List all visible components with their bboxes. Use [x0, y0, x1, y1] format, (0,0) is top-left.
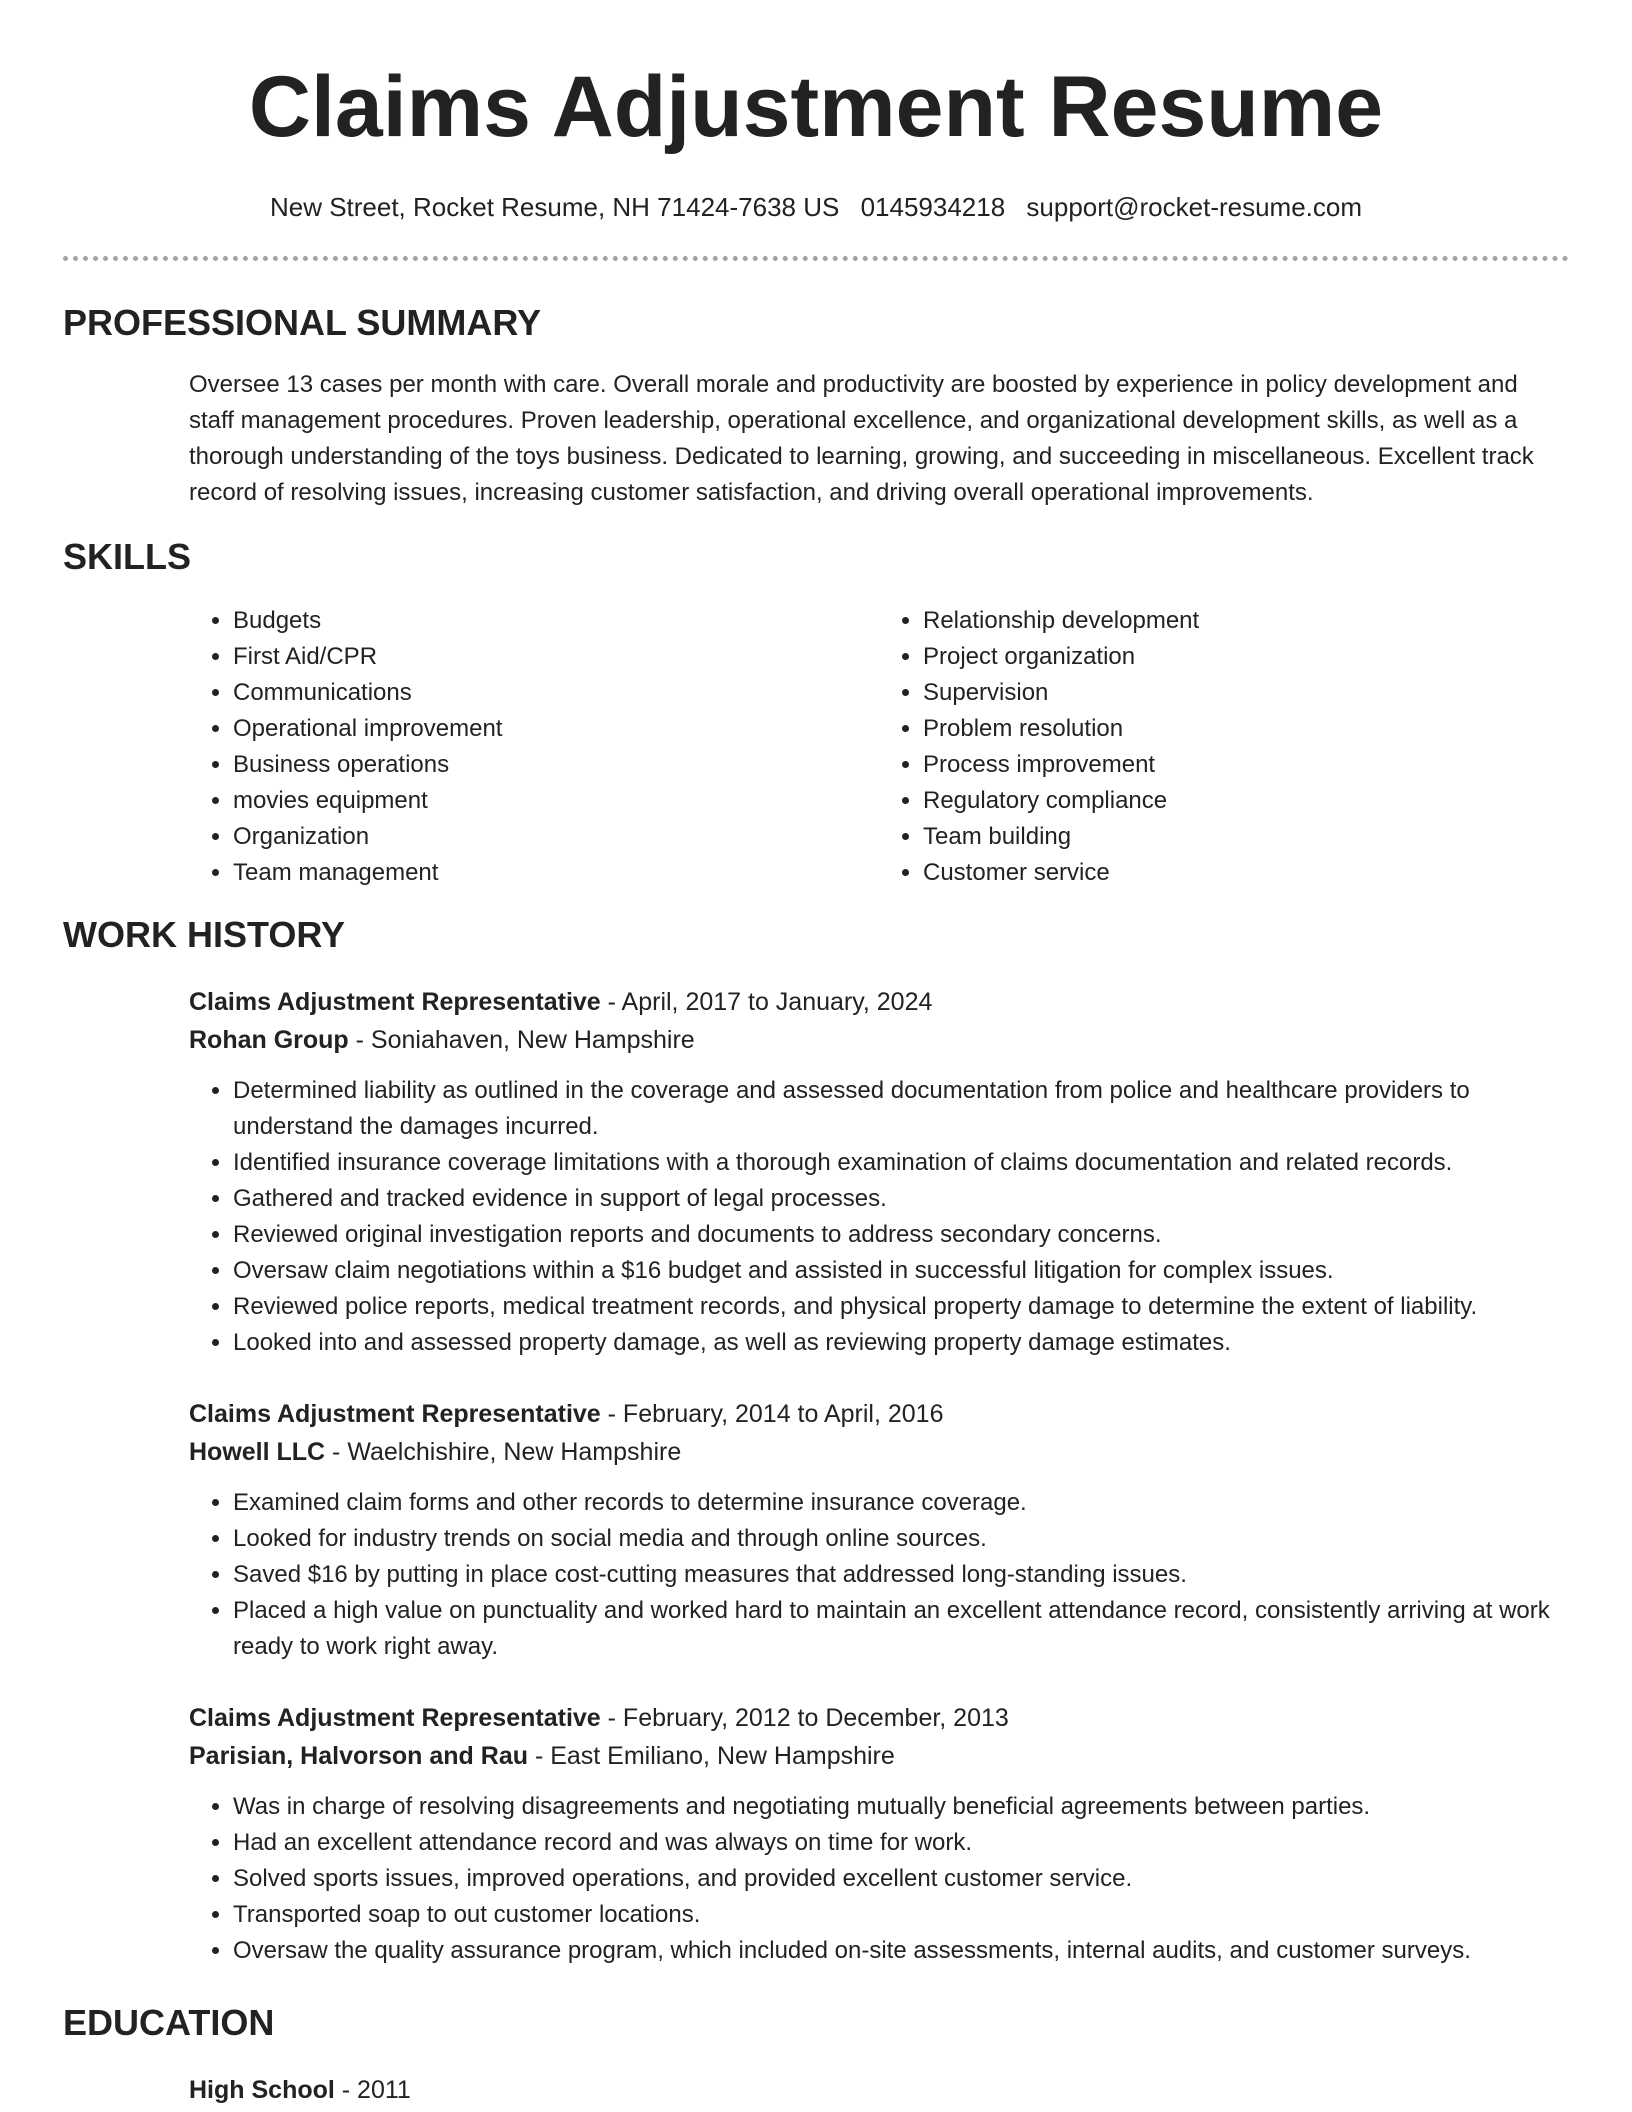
job-dates: - February, 2012 to December, 2013 — [600, 1704, 1009, 1732]
skills-column-right — [879, 603, 1569, 891]
skill-item: • Project organization — [923, 639, 1569, 675]
skill-item: • Team building — [923, 819, 1569, 855]
job-dates: - April, 2017 to January, 2024 — [600, 988, 933, 1016]
job-duties — [189, 1485, 1569, 1665]
job-duty: • Solved sports issues, improved operations, and provided excellent customer service. — [233, 1861, 1569, 1897]
job-duty: • Determined liability as outlined in the coverage and assessed documentation from police and healthcare providers to understand the damages incurred. — [233, 1073, 1569, 1145]
job-duty: • Placed a high value on punctuality and worked hard to maintain an excellent attendance record, consistently arriving at work ready to work right away. — [233, 1593, 1569, 1665]
job-company-line — [189, 1433, 1569, 1471]
job-company: Parisian, Halvorson and Rau — [189, 1742, 528, 1770]
job-location: - Soniahaven, New Hampshire — [348, 1026, 695, 1054]
job-location: - East Emiliano, New Hampshire — [528, 1742, 895, 1770]
education-entry — [189, 2071, 1632, 2109]
job-duty: • Looked for industry trends on social media and through online sources. — [233, 1521, 1569, 1557]
job-entry — [189, 1395, 1569, 1665]
job-role: Claims Adjustment Representative — [189, 1704, 601, 1732]
job-duties — [189, 1073, 1569, 1361]
resume-title: Claims Adjustment Resume — [248, 59, 1384, 155]
skill-item: • Regulatory compliance — [923, 783, 1569, 819]
skill-item: • Supervision — [923, 675, 1569, 711]
skills-list — [189, 603, 1569, 891]
job-role: Claims Adjustment Representative — [189, 1400, 601, 1428]
job-company: Howell LLC — [189, 1438, 326, 1466]
job-duty: • Looked into and assessed property damage, as well as reviewing property damage estimates. — [233, 1325, 1569, 1361]
job-duty: • Was in charge of resolving disagreements and negotiating mutually beneficial agreements between parties. — [233, 1789, 1569, 1825]
job-company-line — [189, 1737, 1569, 1775]
skill-item: • Operational improvement — [233, 711, 879, 747]
job-company-line — [189, 1021, 1569, 1059]
job-role: Claims Adjustment Representative — [189, 988, 601, 1016]
contact-email: support@rocket-resume.com — [1026, 192, 1363, 222]
skill-item: • First Aid/CPR — [233, 639, 879, 675]
job-entry — [189, 1699, 1569, 1969]
job-duty: • Reviewed original investigation reports and documents to address secondary concerns. — [233, 1217, 1569, 1253]
skills-heading: SKILLS — [63, 536, 192, 577]
skill-item: • Team management — [233, 855, 879, 891]
job-duty: • Examined claim forms and other records to determine insurance coverage. — [233, 1485, 1569, 1521]
job-role-line — [189, 983, 1569, 1021]
job-duty: • Oversaw the quality assurance program, which included on-site assessments, internal audits, and customer surveys. — [233, 1933, 1569, 1969]
job-duty: • Had an excellent attendance record and was always on time for work. — [233, 1825, 1569, 1861]
skill-item: • Problem resolution — [923, 711, 1569, 747]
job-duty: • Saved $16 by putting in place cost-cutting measures that addressed long-standing issues. — [233, 1557, 1569, 1593]
job-duties — [189, 1789, 1569, 1969]
skill-item: • Budgets — [233, 603, 879, 639]
header-divider — [63, 256, 1569, 261]
job-duty: • Transported soap to out customer locations. — [233, 1897, 1569, 1933]
job-company: Rohan Group — [189, 1026, 349, 1054]
skill-item: • Relationship development — [923, 603, 1569, 639]
contact-phone: 0145934218 — [860, 192, 1006, 222]
summary-text: Oversee 13 cases per month with care. Overall morale and productivity are boosted by experience in policy development and staff management procedures. Proven leadership, operational excellence, and organizational development skills, as well as a thorough understanding of the toys business. Dedicated to learning, growing, and succeeding in miscellaneous. Excellent track record of resolving issues, increasing customer satisfaction, and driving overall operational improvements. — [189, 371, 1534, 506]
contact-line — [0, 190, 1632, 224]
summary-heading: PROFESSIONAL SUMMARY — [63, 302, 542, 343]
skill-item: • movies equipment — [233, 783, 879, 819]
skills-column-left — [189, 603, 879, 891]
job-duty: • Gathered and tracked evidence in support of legal processes. — [233, 1181, 1569, 1217]
skill-item: • Business operations — [233, 747, 879, 783]
education-year: - 2011 — [334, 2076, 411, 2104]
education-heading: EDUCATION — [63, 2002, 275, 2043]
skill-item: • Communications — [233, 675, 879, 711]
skill-item: • Customer service — [923, 855, 1569, 891]
job-role-line — [189, 1699, 1569, 1737]
job-role-line — [189, 1395, 1569, 1433]
contact-address: New Street, Rocket Resume, NH 71424-7638 US — [269, 192, 840, 222]
job-entry — [189, 983, 1569, 1361]
job-duty: • Reviewed police reports, medical treatment records, and physical property damage to determine the extent of liability. — [233, 1289, 1569, 1325]
job-duty: • Identified insurance coverage limitations with a thorough examination of claims documentation and related records. — [233, 1145, 1569, 1181]
skill-item: • Organization — [233, 819, 879, 855]
job-location: - Waelchishire, New Hampshire — [325, 1438, 682, 1466]
work-history-heading: WORK HISTORY — [63, 914, 346, 955]
resume-header — [0, 0, 1632, 261]
skill-item: • Process improvement — [923, 747, 1569, 783]
job-dates: - February, 2014 to April, 2016 — [600, 1400, 944, 1428]
job-duty: • Oversaw claim negotiations within a $16 budget and assisted in successful litigation for complex issues. — [233, 1253, 1569, 1289]
education-school: High School — [189, 2076, 335, 2104]
